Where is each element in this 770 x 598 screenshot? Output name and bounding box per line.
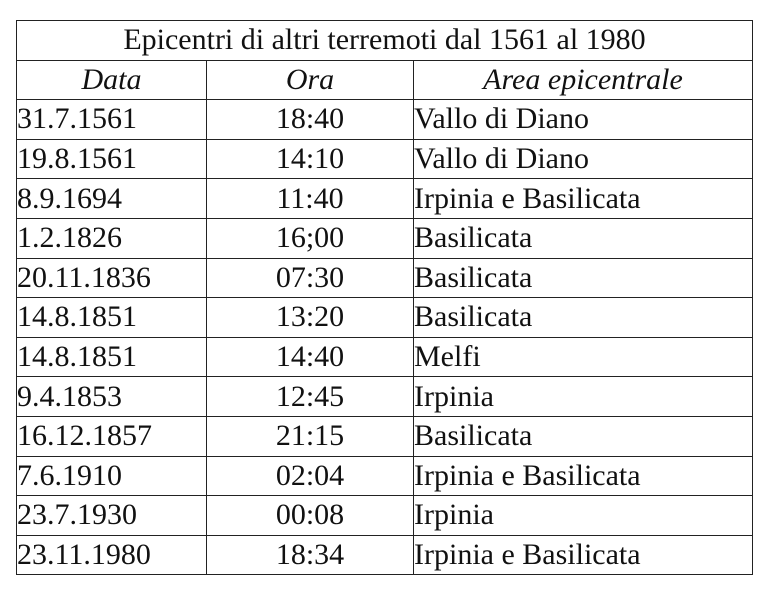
time-cell: 02:04 [207,456,414,496]
earthquake-epicenters-table [16,20,753,575]
table-row [17,416,753,456]
time-cell: 18:40 [207,100,414,140]
area-cell: Vallo di Diano [414,139,753,179]
area-cell: Irpinia e Basilicata [414,535,753,575]
date-cell: 31.7.1561 [17,100,207,140]
time-cell: 18:34 [207,535,414,575]
time-cell: 00:08 [207,496,414,536]
column-header-area: Area epicentrale [414,60,753,100]
area-cell: Vallo di Diano [414,100,753,140]
area-cell: Basilicata [414,218,753,258]
time-cell: 12:45 [207,377,414,417]
table-caption: Epicentri di altri terremoti dal 1561 al 1980 [17,21,753,61]
date-cell: 19.8.1561 [17,139,207,179]
table-body [17,100,753,575]
time-cell: 14:40 [207,337,414,377]
area-cell: Irpinia e Basilicata [414,456,753,496]
table-row [17,179,753,219]
time-cell: 14:10 [207,139,414,179]
table-row [17,377,753,417]
area-cell: Basilicata [414,258,753,298]
time-cell: 21:15 [207,416,414,456]
date-cell: 14.8.1851 [17,337,207,377]
table-row [17,456,753,496]
table-row [17,139,753,179]
column-header-time: Ora [207,60,414,100]
date-cell: 7.6.1910 [17,456,207,496]
header-row [17,60,753,100]
date-cell: 8.9.1694 [17,179,207,219]
time-cell: 13:20 [207,298,414,338]
date-cell: 14.8.1851 [17,298,207,338]
date-cell: 23.11.1980 [17,535,207,575]
table-row [17,258,753,298]
time-cell: 11:40 [207,179,414,219]
area-cell: Irpinia [414,377,753,417]
table-row [17,337,753,377]
date-cell: 23.7.1930 [17,496,207,536]
area-cell: Basilicata [414,416,753,456]
date-cell: 9.4.1853 [17,377,207,417]
area-cell: Basilicata [414,298,753,338]
date-cell: 20.11.1836 [17,258,207,298]
area-cell: Irpinia e Basilicata [414,179,753,219]
area-cell: Melfi [414,337,753,377]
column-header-date: Data [17,60,207,100]
table-row [17,100,753,140]
time-cell: 07:30 [207,258,414,298]
table-row [17,496,753,536]
table-row [17,298,753,338]
table-row [17,218,753,258]
caption-row [17,21,753,61]
time-cell: 16;00 [207,218,414,258]
date-cell: 16.12.1857 [17,416,207,456]
date-cell: 1.2.1826 [17,218,207,258]
table-row [17,535,753,575]
area-cell: Irpinia [414,496,753,536]
